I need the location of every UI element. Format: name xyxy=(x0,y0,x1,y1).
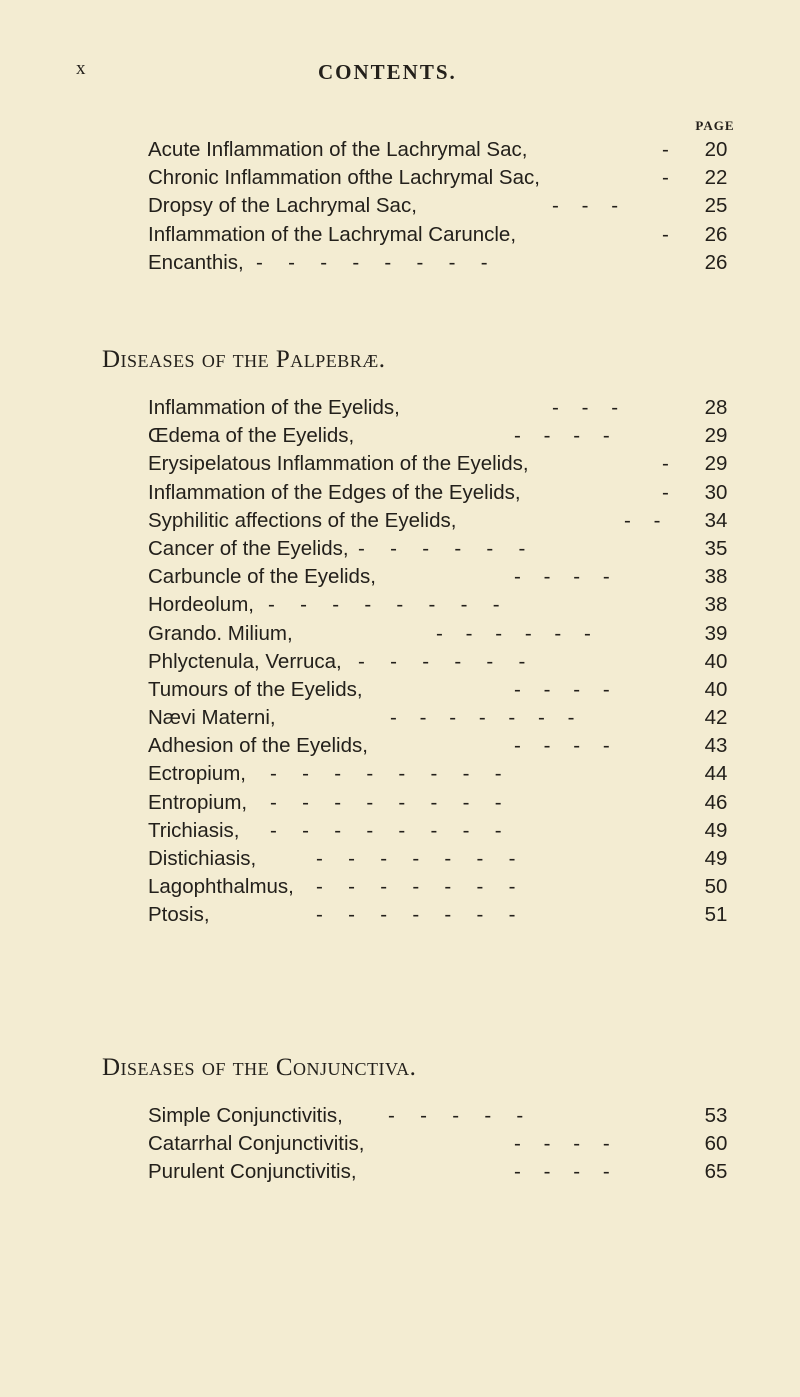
toc-entry xyxy=(148,1102,740,1130)
entry-page: 40 xyxy=(704,677,728,701)
entry-leader: - - - - - - - - xyxy=(270,818,503,842)
entry-page: 42 xyxy=(704,706,728,730)
toc-entry xyxy=(148,164,740,192)
entry-leader: - - - - xyxy=(514,424,610,448)
entry-title: Simple Conjunctivitis, xyxy=(148,1104,343,1127)
entry-page: 20 xyxy=(704,138,728,161)
entry-title: Entropium, xyxy=(148,790,248,814)
page-column-label: PAGE xyxy=(695,118,735,133)
entry-title: Inflammation of the Eyelids, xyxy=(148,396,400,419)
entry-title: Ptosis, xyxy=(148,903,210,927)
entry-page: 49 xyxy=(704,847,728,870)
entry-leader: - - - - xyxy=(514,1160,610,1184)
toc-entry xyxy=(148,817,740,845)
entry-title: Purulent Conjunctivitis, xyxy=(148,1160,357,1184)
entry-page: 29 xyxy=(704,424,728,448)
toc-entry xyxy=(148,901,740,929)
toc-entry xyxy=(148,422,740,450)
entry-page: 49 xyxy=(704,818,728,842)
entry-title: Tumours of the Eyelids, xyxy=(148,677,363,701)
toc-entries xyxy=(148,1102,740,1187)
toc-entries xyxy=(148,136,740,277)
toc-entry xyxy=(148,535,740,563)
entry-title: Cancer of the Eyelids, xyxy=(148,536,349,560)
entry-leader: - xyxy=(662,480,669,504)
page-number: x xyxy=(76,58,87,79)
entry-page: 40 xyxy=(704,649,728,673)
entry-page: 65 xyxy=(704,1160,728,1184)
entry-title: Inflammation of the Edges of the Eyelids, xyxy=(148,480,521,504)
entry-page: 38 xyxy=(704,593,728,617)
entry-title: Carbuncle of the Eyelids, xyxy=(148,565,376,589)
entry-leader: - - - - - - - xyxy=(316,903,516,927)
entry-leader: - - xyxy=(624,508,661,532)
entry-leader: - - - - - - - - xyxy=(270,790,503,814)
entry-title: Trichiasis, xyxy=(148,818,240,842)
entry-page: 38 xyxy=(704,565,728,589)
entry-title: Distichiasis, xyxy=(148,847,257,870)
entry-page: 25 xyxy=(704,194,728,218)
entry-title: Lagophthalmus, xyxy=(148,875,294,899)
toc-entry xyxy=(148,136,740,164)
entry-title: Acute Inflammation of the Lachrymal Sac, xyxy=(148,138,528,161)
toc-entry xyxy=(148,479,740,507)
entry-page: 39 xyxy=(704,621,728,645)
section-heading: Diseases of the Conjunctiva. xyxy=(102,1054,417,1081)
entry-title: Dropsy of the Lachrymal Sac, xyxy=(148,194,417,218)
toc-entry xyxy=(148,1130,740,1158)
entry-leader: - xyxy=(662,138,669,161)
toc-entry xyxy=(148,450,740,478)
entry-page: 30 xyxy=(704,480,728,504)
entry-page: 34 xyxy=(704,508,728,532)
toc-entry xyxy=(148,1158,740,1186)
entry-title: Nævi Materni, xyxy=(148,706,276,730)
page-header xyxy=(0,58,800,88)
entry-title: Chronic Inflammation ofthe Lachrymal Sac, xyxy=(148,166,540,190)
section-heading: Diseases of the Palpebræ. xyxy=(102,346,386,373)
entry-leader: - - - - - - - - xyxy=(270,762,503,786)
entry-leader: - - - - xyxy=(514,677,610,701)
entry-leader: - - - - xyxy=(514,734,610,758)
entry-title: Catarrhal Conjunctivitis, xyxy=(148,1132,365,1156)
entry-title: Phlyctenula, Verruca, xyxy=(148,649,342,673)
toc-entry xyxy=(148,789,740,817)
running-title: CONTENTS. xyxy=(318,60,457,84)
entry-leader: - - - xyxy=(552,396,619,419)
toc-entry xyxy=(148,591,740,619)
entry-leader: - xyxy=(662,222,669,246)
entry-leader: - - - - - - xyxy=(358,536,526,560)
entry-title: Grando. Milium, xyxy=(148,621,293,645)
entry-leader: - - - - - - xyxy=(436,621,591,645)
entry-page: 26 xyxy=(704,222,728,246)
entry-page: 46 xyxy=(704,790,728,814)
entry-title: Hordeolum, xyxy=(148,593,254,617)
toc-entry xyxy=(148,507,740,535)
entry-page: 43 xyxy=(704,734,728,758)
entry-leader: - - - xyxy=(552,194,619,218)
toc-entry xyxy=(148,760,740,788)
entry-leader: - - - - - - - xyxy=(316,847,516,870)
entry-page: 28 xyxy=(704,396,728,419)
entry-leader: - - - - - xyxy=(388,1104,524,1127)
entry-title: Erysipelatous Inflammation of the Eyelids, xyxy=(148,452,529,476)
toc-entry xyxy=(148,249,740,277)
entry-page: 26 xyxy=(704,250,728,274)
toc-entry xyxy=(148,732,740,760)
entry-page: 22 xyxy=(704,166,728,190)
entry-page: 29 xyxy=(704,452,728,476)
toc-entry xyxy=(148,704,740,732)
entry-title: Ectropium, xyxy=(148,762,246,786)
toc-entry xyxy=(148,648,740,676)
entry-title: Inflammation of the Lachrymal Caruncle, xyxy=(148,222,517,246)
toc-entry xyxy=(148,845,740,873)
entry-leader: - - - - - - - - xyxy=(256,250,489,274)
entry-leader: - - - - - - - - xyxy=(268,593,501,617)
toc-entry xyxy=(148,676,740,704)
entry-title: Syphilitic affections of the Eyelids, xyxy=(148,508,457,532)
toc-entries xyxy=(148,394,740,930)
entry-page: 44 xyxy=(704,762,728,786)
toc-entry xyxy=(148,192,740,220)
entry-leader: - - - - - - - xyxy=(390,706,575,730)
entry-page: 50 xyxy=(704,875,728,899)
entry-leader: - xyxy=(662,452,669,476)
toc-entry xyxy=(148,221,740,249)
entry-title: Œdema of the Eyelids, xyxy=(148,424,355,448)
toc-entry xyxy=(148,394,740,422)
entry-leader: - xyxy=(662,166,669,190)
entry-leader: - - - - xyxy=(514,1132,610,1156)
entry-leader: - - - - - - xyxy=(358,649,526,673)
entry-leader: - - - - - - - xyxy=(316,875,516,899)
toc-entry xyxy=(148,563,740,591)
toc-entry xyxy=(148,873,740,901)
entry-page: 35 xyxy=(704,536,728,560)
entry-page: 53 xyxy=(704,1104,728,1127)
entry-page: 60 xyxy=(704,1132,728,1156)
entry-title: Adhesion of the Eyelids, xyxy=(148,734,368,758)
entry-title: Encanthis, xyxy=(148,250,244,274)
entry-leader: - - - - xyxy=(514,565,610,589)
entry-page: 51 xyxy=(704,903,728,927)
toc-entry xyxy=(148,620,740,648)
